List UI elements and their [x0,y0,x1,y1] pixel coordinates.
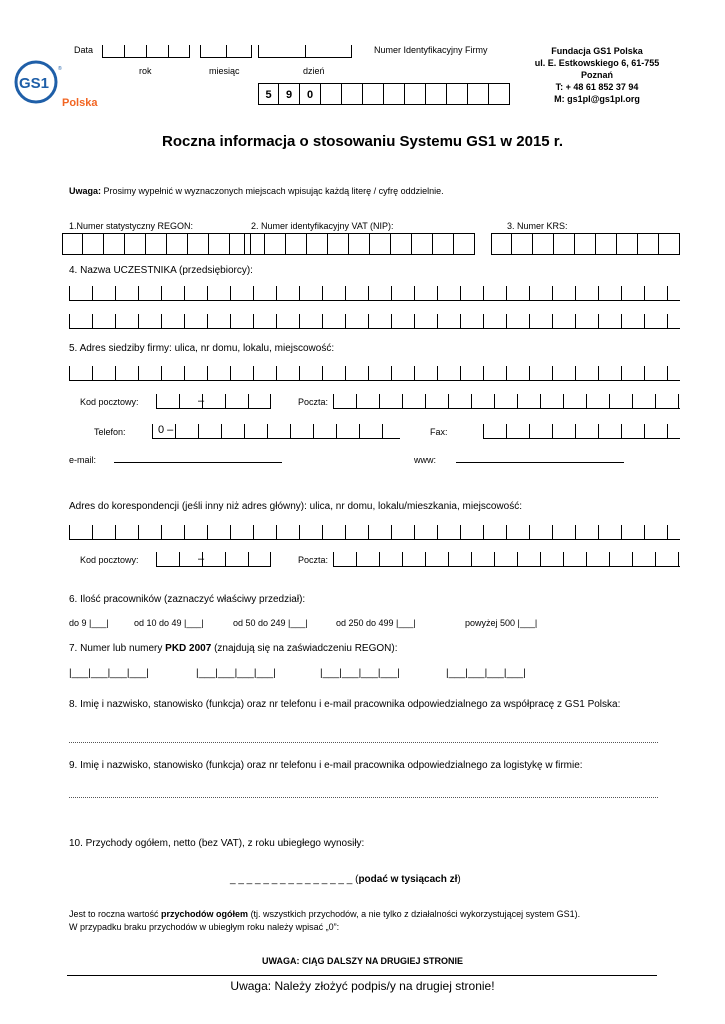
org-address: Fundacja GS1 Polska ul. E. Estkowskiego 6, 61-755 Poznań T: + 48 61 852 37 94 M: gs1pl@gs1pl.org [534,46,660,104]
postcode-boxes[interactable] [156,394,271,409]
firm-id-digit: 5 [258,83,279,105]
name-line-1[interactable] [69,286,680,301]
firm-id-boxes[interactable] [258,83,510,105]
regon-label: 1.Numer statystyczny REGON: [69,221,194,231]
postcode-label: Kod pocztowy: [80,397,139,407]
date-month-boxes[interactable] [200,45,252,58]
address-label: 5. Adres siedziby firmy: ulica, nr domu, lokalu, miejscowość: [69,343,335,354]
email-input[interactable] [114,462,282,463]
employees-option-3[interactable]: od 50 do 249 |___| [233,618,308,628]
continue-notice: UWAGA: CIĄG DALSZY NA DRUGIEJ STRONIE [261,956,463,966]
email-label: e-mail: [69,455,97,465]
corr-post-line[interactable] [333,552,680,567]
krs-label: 3. Numer KRS: [507,221,568,231]
corr-postcode-label: Kod pocztowy: [80,555,139,565]
krs-boxes[interactable] [491,233,680,255]
month-label: miesiąc [209,66,240,76]
regon-boxes[interactable] [62,233,251,255]
employees-option-2[interactable]: od 10 do 49 |___| [134,618,204,628]
post-label: Poczta: [298,397,329,407]
name-line-2[interactable] [69,314,680,329]
employees-option-1[interactable]: do 9 |___| [69,618,109,628]
nip-boxes[interactable] [244,233,475,255]
employees-option-5[interactable]: powyżej 500 |___| [465,618,538,628]
firm-id-digit: 9 [279,83,300,105]
date-day-boxes[interactable] [258,45,352,58]
logistics-label: 9. Imię i nazwisko, stanowisko (funkcja) oraz nr telefonu i e-mail pracownika odpowiedzialnego za logistykę w firmie: [69,760,583,771]
sign-notice: Uwaga: Należy złożyć podpis/y na drugiej stronie! [230,979,495,993]
pkd-slot-1[interactable]: |___|___|___|___| [69,668,149,679]
postcode-dash: – [198,395,205,407]
footer-divider [67,975,657,976]
firm-id-label: Numer Identyfikacyjny Firmy [374,45,488,55]
employees-option-4[interactable]: od 250 do 499 |___| [336,618,416,628]
year-label: rok [139,66,152,76]
www-input[interactable] [456,462,624,463]
post-line[interactable] [333,394,680,409]
pkd-slot-3[interactable]: |___|___|___|___| [320,668,400,679]
corr-address-line[interactable] [69,525,680,540]
revenue-input[interactable]: _ _ _ _ _ _ _ _ _ _ _ _ _ _ _ (podać w tysiącach zł) [230,874,461,885]
notice: Uwaga: Prosimy wypełnić w wyznaczonych miejscach wpisując każdą literę / cyfrę oddzielnie. [69,186,444,196]
address-line[interactable] [69,366,680,381]
logo-text: GS1 [19,75,50,92]
page-title: Roczna informacja o stosowaniu Systemu GS1 w 2015 r. [162,133,563,150]
phone-prefix: 0 – [158,424,174,436]
pkd-label: 7. Numer lub numery PKD 2007 (znajdują się na zaświadczeniu REGON): [69,643,398,654]
date-year-boxes[interactable] [102,45,190,58]
day-label: dzień [303,66,325,76]
phone-line[interactable] [152,424,400,439]
contact-input[interactable] [69,742,658,743]
corr-post-label: Poczta: [298,555,329,565]
employees-label: 6. Ilość pracowników (zaznaczyć właściwy przedział): [69,594,306,605]
name-label: 4. Nazwa UCZESTNIKA (przedsiębiorcy): [69,265,253,276]
logo-subtitle: Polska [62,97,98,109]
nip-label: 2. Numer identyfikacyjny VAT (NIP): [251,221,394,231]
revenue-label: 10. Przychody ogółem, netto (bez VAT), z roku ubiegłego wynosiły: [69,838,365,849]
revenue-note: Jest to roczna wartość przychodów ogółem (tj. wszystkich przychodów, a nie tylko z działalności wykorzystującej system GS1). W przypadku braku przychodów w ubiegłym roku należy wpisać „0”: [69,909,581,932]
gs1-logo-icon [14,60,64,110]
corr-postcode-boxes[interactable] [156,552,271,567]
pkd-slot-2[interactable]: |___|___|___|___| [196,668,276,679]
fax-label: Fax: [430,427,448,437]
fax-line[interactable] [483,424,680,439]
firm-id-digit: 0 [300,83,321,105]
pkd-slot-4[interactable]: |___|___|___|___| [446,668,526,679]
corr-address-label: Adres do korespondencji (jeśli inny niż adres główny): ulica, nr domu, lokalu/mieszkania, miejscowość: [69,501,522,512]
corr-postcode-dash: – [198,553,205,565]
date-label: Data [74,45,94,55]
phone-label: Telefon: [94,427,126,437]
contact-label: 8. Imię i nazwisko, stanowisko (funkcja) oraz nr telefonu i e-mail pracownika odpowiedzialnego za współpracę z GS1 Polska: [69,699,621,710]
logistics-input[interactable] [69,797,658,798]
svg-text:®: ® [58,66,62,72]
www-label: www: [414,455,436,465]
